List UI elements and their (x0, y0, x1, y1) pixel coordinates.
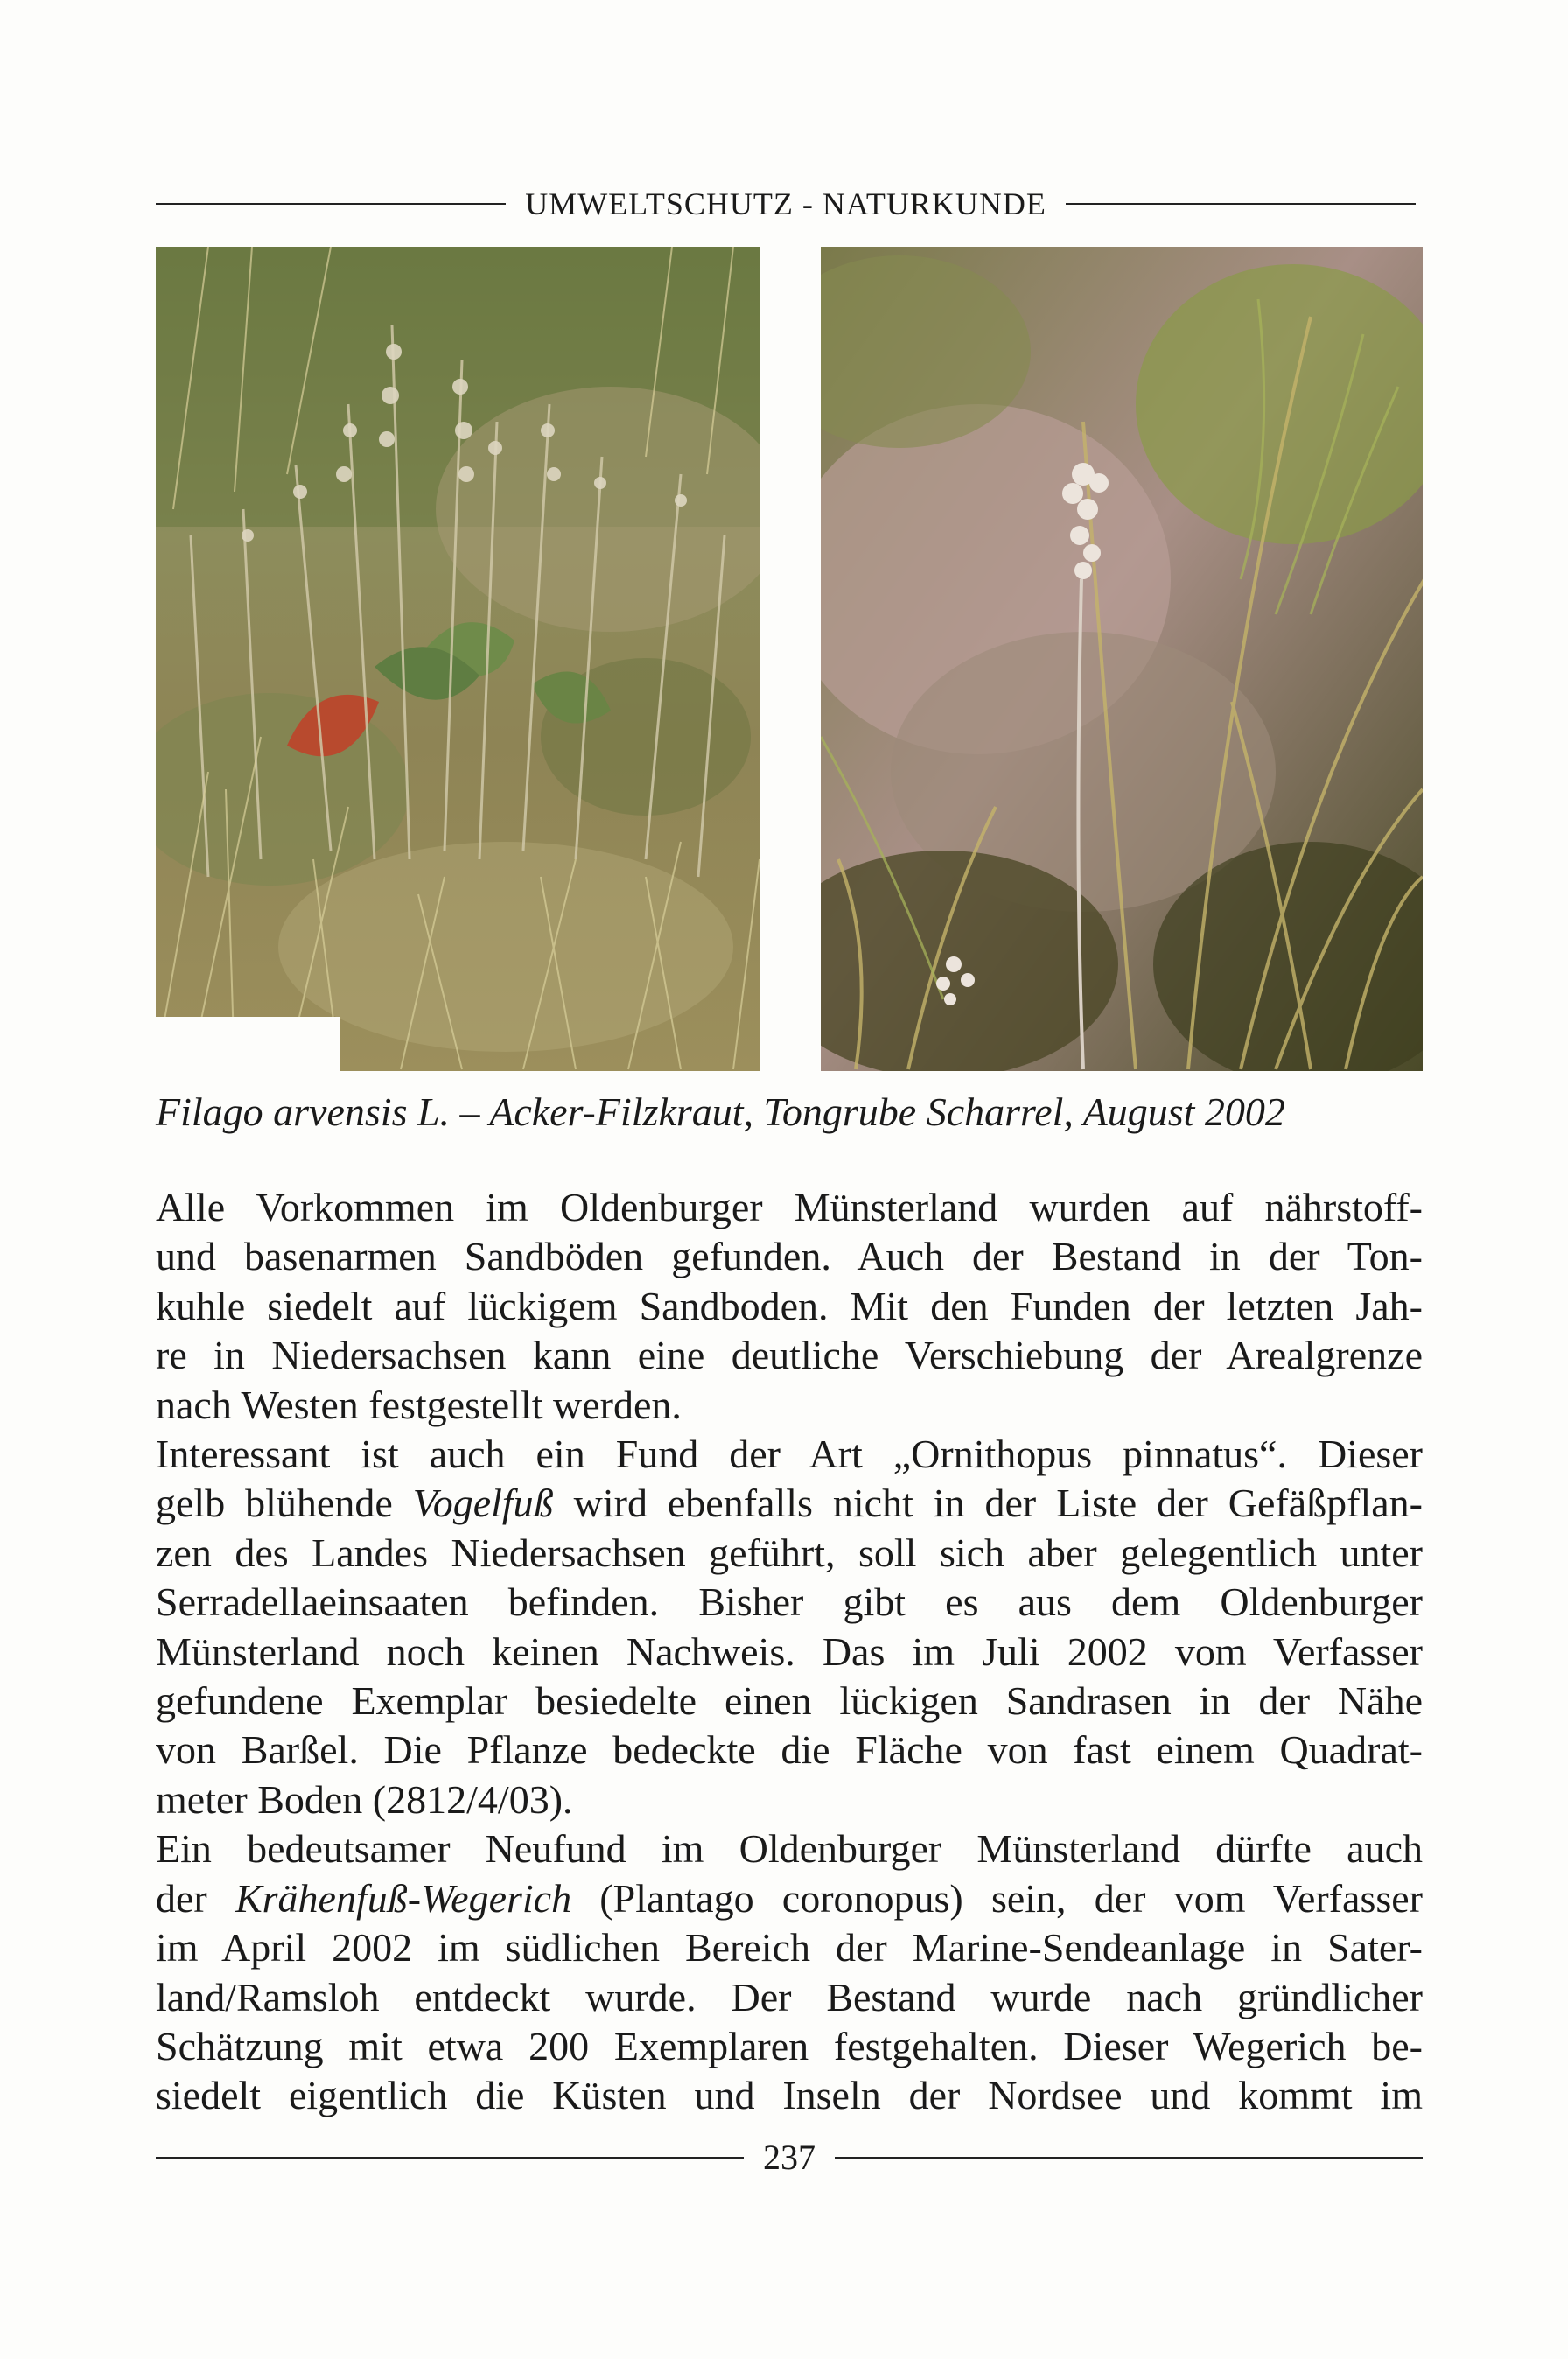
body-line: und basenarmen Sandböden gefunden. Auch der Bestand in der Ton- (156, 1234, 1423, 1279)
footer-rule-right (835, 2157, 1423, 2159)
body-line: land/Ramsloh entdeckt wurde. Der Bestand wurde nach gründlicher (156, 1974, 1423, 2020)
photo-filago-plants (156, 247, 760, 1071)
header-title: UMWELTSCHUTZ - NATURKUNDE (525, 186, 1046, 221)
italic-plant-name: Krähenfuß-Wegerich (234, 1875, 572, 1921)
body-line: Interessant ist auch ein Fund der Art „Ornithopus pinnatus“. Dieser (156, 1432, 1423, 1477)
body-line: gefundene Exemplar besiedelte einen lückigen Sandrasen in der Nähe (156, 1678, 1423, 1724)
body-line-segment: der (156, 1875, 235, 1921)
body-line: Münsterland noch keinen Nachweis. Das im Juli 2002 vom Verfasser (156, 1628, 1423, 1674)
body-line: Schätzung mit etwa 200 Exemplaren festgehalten. Dieser Wegerich be- (156, 2023, 1423, 2068)
body-line: re in Niedersachsen kann eine deutliche Verschiebung der Arealgrenze (156, 1333, 1423, 1378)
body-line: Serradellaeinsaaten befinden. Bisher gibt es aus dem Oldenburger (156, 1579, 1423, 1625)
body-line (156, 1874, 1423, 1923)
body-text (156, 1183, 1423, 2121)
body-line: meter Boden (2812/4/03). (156, 1776, 573, 1822)
body-line-segment: wird ebenfalls nicht in der Liste der Gefäßpflan- (553, 1480, 1423, 1526)
header-rule-left (156, 203, 506, 205)
page-number: 237 (763, 2138, 816, 2177)
body-line-segment: (Plantago coronopus) sein, der vom Verfasser (571, 1875, 1423, 1921)
body-line: im April 2002 im südlichen Bereich der Marine-Sendeanlage in Sater- (156, 1925, 1423, 1970)
italic-plant-name: Vogelfuß (412, 1480, 554, 1526)
photo-filago-closeup (821, 247, 1423, 1071)
body-line: Ein bedeutsamer Neufund im Oldenburger Münsterland dürfte auch (156, 1826, 1423, 1872)
body-line: von Barßel. Die Pflanze bedeckte die Fläche von fast einem Quadrat- (156, 1727, 1423, 1773)
figure-caption: Filago arvensis L. – Acker-Filzkraut, Tongrube Scharrel, August 2002 (156, 1089, 1285, 1134)
body-line: nach Westen festgestellt werden. (156, 1382, 682, 1427)
running-header (156, 186, 1416, 222)
body-line-segment: gelb blühende (156, 1480, 413, 1526)
body-line: Alle Vorkommen im Oldenburger Münsterland wurden auf nährstoff- (156, 1185, 1423, 1229)
header-rule-right (1066, 203, 1416, 205)
body-line: zen des Landes Niedersachsen geführt, soll sich aber gelegentlich unter (156, 1530, 1423, 1575)
photo-left-svg (156, 247, 760, 1071)
photo-right-svg (821, 247, 1423, 1071)
page-footer (156, 2137, 1423, 2178)
footer-rule-left (156, 2157, 744, 2159)
body-line: kuhle siedelt auf lückigem Sandboden. Mit den Funden der letzten Jah- (156, 1283, 1423, 1328)
body-line: siedelt eigentlich die Küsten und Inseln der Nordsee und kommt im (156, 2073, 1423, 2118)
body-line (156, 1479, 1423, 1528)
